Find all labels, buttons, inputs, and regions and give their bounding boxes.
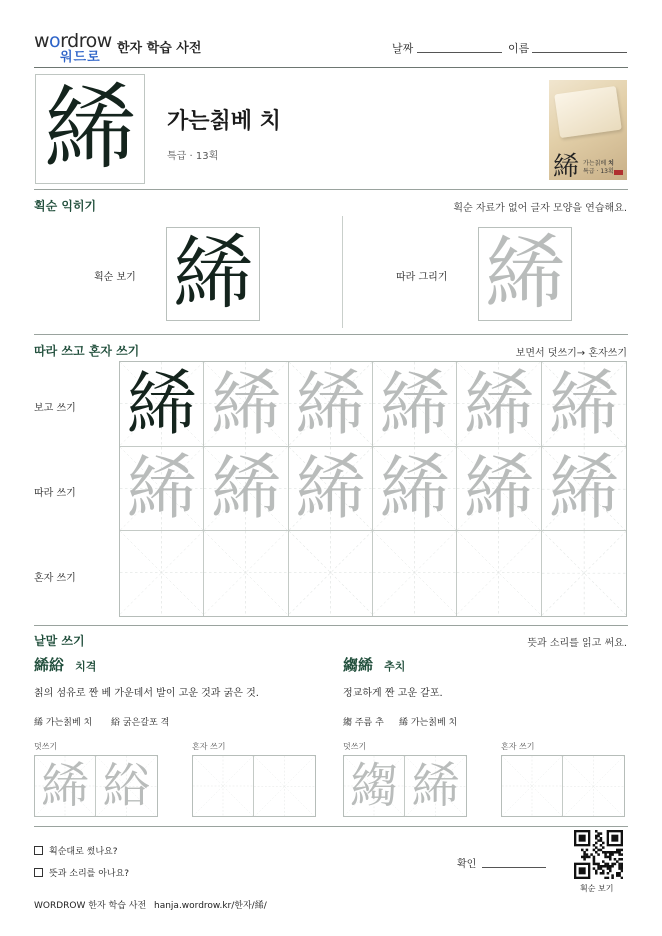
practice-section-note: 보면서 덧쓰기→ 혼자쓰기 xyxy=(515,348,627,359)
cover-text-3: 특급 · 13획 xyxy=(583,167,614,175)
word-trace-char: 絺 xyxy=(40,758,89,814)
practice-cell[interactable] xyxy=(457,362,541,447)
guide-lines xyxy=(254,756,315,816)
divider xyxy=(34,625,628,626)
hero-name: 가는칡베 치 xyxy=(167,109,281,134)
practice-cell[interactable] xyxy=(120,447,204,532)
footer-brand: WORDROW 한자 학습 사전 xyxy=(34,901,147,911)
practice-cell[interactable] xyxy=(120,362,204,447)
practice-char: 絺 xyxy=(463,447,534,530)
words-section-title: 낱말 쓰기 xyxy=(34,634,85,648)
name-label: 이름 xyxy=(508,42,530,55)
guide-lines xyxy=(204,531,287,614)
word-alone-cell[interactable] xyxy=(502,756,563,816)
checklist-item[interactable] xyxy=(34,866,129,879)
logo-part: o xyxy=(49,30,61,52)
word-alone-boxes[interactable] xyxy=(192,755,316,817)
practice-char: 絺 xyxy=(379,447,450,530)
divider xyxy=(34,334,628,335)
date-field[interactable] xyxy=(417,52,502,53)
word-trace-char: 縐 xyxy=(349,758,398,814)
logo-korean: 워드로 xyxy=(60,50,101,65)
word-reading: 치격 xyxy=(75,660,97,673)
word-part: 絺 가는칡베 치 xyxy=(34,718,93,728)
divider xyxy=(34,826,628,827)
cover-page-graphic xyxy=(554,86,622,138)
practice-char: 絺 xyxy=(210,362,281,445)
logo-part: rdrow xyxy=(60,30,112,52)
guide-lines xyxy=(542,531,626,615)
sheet-title: 한자 학습 사전 xyxy=(117,41,202,56)
practice-char: 絺 xyxy=(210,447,281,530)
cover-text xyxy=(583,160,614,176)
cover-char: 絺 xyxy=(553,152,580,180)
trace-label: 따라 그리기 xyxy=(396,272,448,283)
guide-lines xyxy=(502,756,562,816)
guide-lines xyxy=(373,531,456,614)
practice-cell[interactable] xyxy=(373,447,457,532)
practice-cell[interactable] xyxy=(289,531,373,616)
practice-char: 絺 xyxy=(548,447,619,530)
word-part: 綌 굵은갈포 격 xyxy=(111,718,170,728)
guide-lines xyxy=(457,531,540,614)
practice-cell[interactable] xyxy=(457,447,541,532)
word-definition: 정교하게 짠 고운 갈포. xyxy=(343,688,443,699)
alone-label: 혼자 쓰기 xyxy=(192,742,226,751)
checklist-label: 획순대로 썼나요? xyxy=(49,847,118,857)
word-part: 縐 주름 추 xyxy=(343,718,384,728)
date-label: 날짜 xyxy=(392,42,414,55)
word-definition: 칡의 섬유로 짠 베 가운데서 발이 고운 것과 굵은 것. xyxy=(34,688,259,699)
checklist-item[interactable] xyxy=(34,844,118,857)
word-hanja: 絺綌 xyxy=(34,656,65,674)
footer-url[interactable]: hanja.wordrow.kr/한자/絺/ xyxy=(154,901,267,911)
stroke-section-title: 획순 익히기 xyxy=(34,199,97,213)
cover-tag xyxy=(614,170,623,175)
confirm-field[interactable] xyxy=(482,867,546,868)
word-trace-cell[interactable] xyxy=(344,756,405,816)
stroke-view-box xyxy=(166,227,260,321)
confirm-label: 확인 xyxy=(457,859,477,870)
word-alone-boxes[interactable] xyxy=(501,755,625,817)
cover-text-1: 가는칡베 xyxy=(583,160,607,167)
divider xyxy=(34,67,628,68)
word-heading xyxy=(343,654,405,675)
practice-char: 絺 xyxy=(295,362,366,445)
cover-text-2: 치 xyxy=(608,160,614,167)
row-label-trace: 따라 쓰기 xyxy=(34,488,76,499)
hero-char-box xyxy=(35,74,145,184)
word-alone-cell[interactable] xyxy=(563,756,624,816)
practice-char: 絺 xyxy=(126,362,197,445)
trace-box[interactable] xyxy=(478,227,572,321)
practice-char: 絺 xyxy=(463,362,534,445)
logo-part: w xyxy=(34,30,50,52)
trace-char: 絺 xyxy=(485,227,565,320)
practice-grid xyxy=(119,361,627,617)
divider xyxy=(342,216,343,328)
name-field[interactable] xyxy=(532,52,627,53)
checklist-label: 뜻과 소리를 아나요? xyxy=(49,869,130,879)
stroke-view-char: 絺 xyxy=(173,227,253,320)
word-trace-char: 綌 xyxy=(102,758,151,814)
word-trace-boxes[interactable] xyxy=(343,755,467,817)
practice-char: 絺 xyxy=(548,362,619,445)
row-label-view: 보고 쓰기 xyxy=(34,403,76,414)
checkbox[interactable] xyxy=(34,868,43,877)
practice-cell[interactable] xyxy=(457,531,541,616)
practice-cell[interactable] xyxy=(120,531,204,616)
alone-label: 혼자 쓰기 xyxy=(501,742,535,751)
practice-cell[interactable] xyxy=(204,362,288,447)
divider xyxy=(34,189,628,190)
practice-cell[interactable] xyxy=(542,447,626,532)
qr-code-icon[interactable] xyxy=(574,830,623,879)
word-alone-cell[interactable] xyxy=(254,756,315,816)
practice-cell[interactable] xyxy=(204,447,288,532)
row-label-alone: 혼자 쓰기 xyxy=(34,573,76,584)
practice-cell[interactable] xyxy=(289,447,373,532)
trace-label: 덧쓰기 xyxy=(343,742,367,751)
practice-cell[interactable] xyxy=(373,531,457,616)
word-reading: 추치 xyxy=(384,660,406,673)
word-alone-cell[interactable] xyxy=(193,756,254,816)
practice-cell[interactable] xyxy=(542,531,626,616)
checkbox[interactable] xyxy=(34,846,43,855)
stroke-section-note: 획순 자료가 없어 글자 모양을 연습해요. xyxy=(453,203,627,214)
word-trace-cell[interactable] xyxy=(96,756,157,816)
practice-char: 絺 xyxy=(126,447,197,530)
word-heading xyxy=(34,654,96,675)
book-cover-image xyxy=(549,80,627,180)
qr-label: 획순 보기 xyxy=(580,884,614,893)
practice-char: 絺 xyxy=(379,362,450,445)
hero-meta: 특급 · 13획 xyxy=(167,151,219,162)
practice-char: 絺 xyxy=(295,447,366,530)
word-trace-char: 絺 xyxy=(411,758,460,814)
practice-cell[interactable] xyxy=(373,362,457,447)
word-hanja: 縐絺 xyxy=(343,656,374,674)
stroke-view-label: 획순 보기 xyxy=(94,272,136,283)
word-trace-cell[interactable] xyxy=(405,756,466,816)
practice-section-title: 따라 쓰고 혼자 쓰기 xyxy=(34,344,140,358)
practice-cell[interactable] xyxy=(289,362,373,447)
guide-lines xyxy=(120,531,203,614)
word-trace-boxes[interactable] xyxy=(34,755,158,817)
guide-lines xyxy=(193,756,253,816)
trace-label: 덧쓰기 xyxy=(34,742,58,751)
guide-lines xyxy=(289,531,372,614)
word-trace-cell[interactable] xyxy=(35,756,96,816)
words-section-note: 뜻과 소리를 읽고 써요. xyxy=(527,638,627,649)
guide-lines xyxy=(563,756,624,816)
word-part: 絺 가는칡베 치 xyxy=(399,718,458,728)
hero-char: 絺 xyxy=(43,75,136,182)
practice-cell[interactable] xyxy=(542,362,626,447)
practice-cell[interactable] xyxy=(204,531,288,616)
